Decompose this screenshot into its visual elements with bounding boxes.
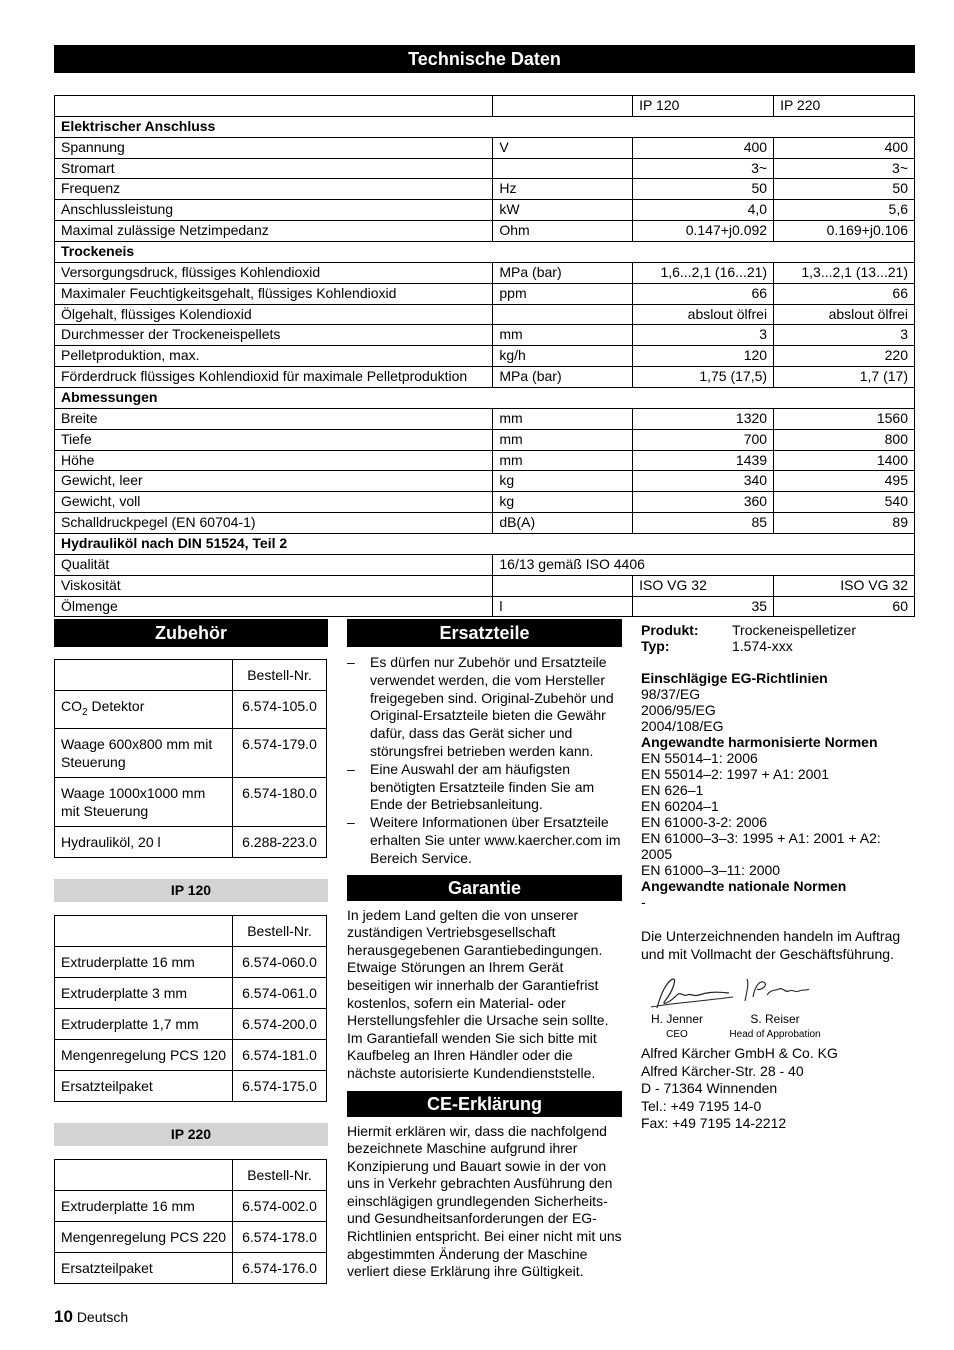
spec-unit: dB(A) [493, 513, 633, 534]
spec-ip120-value: 4,0 [633, 200, 774, 221]
part-name: Waage 1000x1000 mm mit Steuerung [55, 777, 233, 826]
table-row [55, 946, 327, 977]
parts-header-row [55, 1159, 327, 1190]
spec-ip120-value: abslout ölfrei [633, 304, 774, 325]
spec-ip120-value: 66 [633, 283, 774, 304]
spec-group-title: Hydrauliköl nach DIN 51524, Teil 2 [55, 534, 915, 555]
part-number: 6.574-179.0 [233, 728, 327, 777]
spec-label: Ölmenge [55, 596, 493, 617]
spec-ip220-value: 1,7 (17) [774, 367, 915, 388]
spec-label: Breite [55, 408, 493, 429]
ce-heading: CE-Erklärung [347, 1091, 622, 1117]
part-name: Waage 600x800 mm mit Steuerung [55, 728, 233, 777]
address-line: Fax: +49 7195 14-2212 [641, 1115, 787, 1131]
table-row [55, 304, 915, 325]
parts-header-blank [55, 915, 233, 946]
part-name: Mengenregelung PCS 120 [55, 1039, 233, 1070]
spec-label: Gewicht, leer [55, 471, 493, 492]
spec-unit: V [493, 137, 633, 158]
parts-header-row [55, 915, 327, 946]
part-number: 6.574-181.0 [233, 1039, 327, 1070]
signature-image [643, 973, 823, 1013]
spec-unit: kg [493, 492, 633, 513]
address-line: Alfred Kärcher-Str. 28 - 40 [641, 1062, 804, 1079]
signer-2: S. Reiser Head of Approbation [729, 1012, 821, 1040]
eg-directive: 98/37/EG [641, 686, 701, 702]
table-row [55, 1190, 327, 1221]
part-name: $CO_2$ Detektor [55, 691, 233, 729]
harmonized-standard: EN 626–1 [641, 782, 704, 798]
spec-table [54, 95, 915, 617]
part-number: 6.574-178.0 [233, 1221, 327, 1252]
signers-text: Die Unterzeichnenden handeln im Auftrag und mit Vollmacht der Geschäftsführung. [641, 928, 901, 962]
spec-ip120-value: 1,6...2,1 (16...21) [633, 262, 774, 283]
spec-ip220-value: 540 [774, 492, 915, 513]
spec-ip220-value: 66 [774, 283, 915, 304]
table-row [55, 221, 915, 242]
spec-group-title: Abmessungen [55, 388, 915, 409]
spec-header-cell [55, 96, 493, 117]
spec-label: Tiefe [55, 429, 493, 450]
list-item: – Eine Auswahl der am häufigsten benötigten Ersatzteile finden Sie am Ende der Betriebsanleitung. [347, 760, 595, 813]
harm-list [641, 750, 915, 878]
ersatzteile-list [347, 654, 622, 868]
spec-ip220-value: 60 [774, 596, 915, 617]
produkt-label: Produkt: [641, 622, 699, 638]
spec-label: Ölgehalt, flüssiges Kolendioxid [55, 304, 493, 325]
spec-group-row [55, 534, 915, 555]
part-number: 6.574-180.0 [233, 777, 327, 826]
spec-ip120-value: 0.147+j0.092 [633, 221, 774, 242]
spec-group-title: Trockeneis [55, 242, 915, 263]
garantie-text: In jedem Land gelten die von unserer zuständigen Vertriebsgesellschaft herausgegebenen Garantiebedingungen. Etwaige Störungen an Ihrem Gerät beseitigen wir innerhalb der Garantiefrist kostenlos, sofern ein Material- oder Herstellungsfehler die Ursache sein sollte. Im Garantiefall wenden Sie sich bitte mit Kaufbeleg an Ihren Händler oder die nächste autorisierte Kundendienststelle. [347, 906, 609, 1081]
spec-value: 16/13 gemäß ISO 4406 [493, 554, 915, 575]
spec-header-row [55, 96, 915, 117]
spec-ip220-value: 220 [774, 346, 915, 367]
spec-ip120-value: 1,75 (17,5) [633, 367, 774, 388]
ce-text: Hiermit erklären wir, dass die nachfolgend bezeichnete Maschine aufgrund ihrer Konzipierung und Bauart sowie in der von uns in Verkehr gebrachten Ausführung den einschlägigen grundlegenden Sicherheits- und Gesundheitsanforderungen der EG-Richtlinien entspricht. Bei einer nicht mit uns abgestimmten Änderung der Maschine verliert diese Erklärung ihre Gültigkeit. [347, 1122, 622, 1280]
part-number: 6.288-223.0 [233, 826, 327, 857]
parts-header-nr: Bestell-Nr. [233, 660, 327, 691]
spec-ip120-value: 700 [633, 429, 774, 450]
spec-label: Gewicht, voll [55, 492, 493, 513]
spec-ip220-value: 89 [774, 513, 915, 534]
spec-label: Qualität [55, 554, 493, 575]
typ-label: Typ: [641, 638, 670, 654]
spec-ip220-value: 400 [774, 137, 915, 158]
table-row [55, 367, 915, 388]
spec-header-cell: IP 220 [774, 96, 915, 117]
part-number: 6.574-060.0 [233, 946, 327, 977]
spec-label: Anschlussleistung [55, 200, 493, 221]
spec-ip220-value: 3~ [774, 158, 915, 179]
ip220-parts-table [54, 1159, 327, 1284]
spec-ip220-value: ISO VG 32 [774, 575, 915, 596]
part-name: Hydrauliköl, 20 l [55, 826, 233, 857]
part-number: 6.574-002.0 [233, 1190, 327, 1221]
spec-unit: MPa (bar) [493, 367, 633, 388]
page-number: 10 [54, 1307, 73, 1326]
table-row [55, 429, 915, 450]
harmonized-standard: EN 61000–3–11: 2000 [641, 862, 781, 878]
accessories-column [54, 619, 328, 1284]
zubehoer-heading: Zubehör [54, 619, 328, 647]
spec-ip120-value: 1439 [633, 450, 774, 471]
parts-header-blank [55, 660, 233, 691]
part-number: 6.574-061.0 [233, 977, 327, 1008]
ersatzteile-heading: Ersatzteile [347, 619, 622, 647]
table-row [55, 826, 327, 857]
table-row [55, 1070, 327, 1101]
spec-unit: kg/h [493, 346, 633, 367]
spec-ip220-value: 495 [774, 471, 915, 492]
spec-label: Durchmesser der Trockeneispellets [55, 325, 493, 346]
harmonized-standard: EN 55014–2: 1997 + A1: 2001 [641, 766, 829, 782]
part-number: 6.574-175.0 [233, 1070, 327, 1101]
harmonized-standard: EN 61000-3-2: 2006 [641, 814, 768, 830]
footer-language: Deutsch [76, 1309, 129, 1325]
spec-ip120-value: 120 [633, 346, 774, 367]
table-row [55, 450, 915, 471]
spec-unit [493, 304, 633, 325]
table-row [55, 1008, 327, 1039]
spec-unit: Ohm [493, 221, 633, 242]
address-line: Tel.: +49 7195 14-0 [641, 1097, 762, 1114]
table-row [55, 513, 915, 534]
spec-ip120-value: 360 [633, 492, 774, 513]
spec-ip220-value: 5,6 [774, 200, 915, 221]
ip120-heading: IP 120 [54, 879, 328, 902]
spec-header-cell: IP 120 [633, 96, 774, 117]
spec-ip220-value: abslout ölfrei [774, 304, 915, 325]
page-footer [54, 1307, 128, 1327]
signatures [641, 973, 915, 1040]
spec-ip120-value: ISO VG 32 [633, 575, 774, 596]
spec-unit: ppm [493, 283, 633, 304]
spec-unit: mm [493, 429, 633, 450]
table-row [55, 977, 327, 1008]
ip120-parts-table [54, 915, 327, 1102]
part-number: 6.574-105.0 [233, 691, 327, 729]
spec-label: Höhe [55, 450, 493, 471]
nat-title: Angewandte nationale Normen [641, 878, 847, 894]
spec-group-title: Elektrischer Anschluss [55, 116, 915, 137]
part-name: Extruderplatte 1,7 mm [55, 1008, 233, 1039]
part-name: Mengenregelung PCS 220 [55, 1221, 233, 1252]
eg-directive: 2004/108/EG [641, 718, 724, 734]
spec-ip120-value: 400 [633, 137, 774, 158]
table-row [55, 575, 915, 596]
spec-ip220-value: 0.169+j0.106 [774, 221, 915, 242]
spec-ip220-value: 1400 [774, 450, 915, 471]
spec-unit: kg [493, 471, 633, 492]
list-item: – Es dürfen nur Zubehör und Ersatzteile verwendet werden, die vom Hersteller freigegeben sind. Original-Zubehör und Original-Ersatzteile bieten die Gewähr dafür, dass das Gerät sicher und störungsfrei betrieben werden kann. [347, 654, 614, 759]
eg-directive: 2006/95/EG [641, 702, 716, 718]
spec-label: Maximaler Feuchtigkeitsgehalt, flüssiges Kohlendioxid [55, 283, 493, 304]
spec-label: Spannung [55, 137, 493, 158]
spec-group-row [55, 242, 915, 263]
spec-ip120-value: 340 [633, 471, 774, 492]
table-row [55, 728, 327, 777]
parts-header-blank [55, 1159, 233, 1190]
table-row [55, 200, 915, 221]
nat-value: - [641, 894, 646, 910]
signer-1: H. Jenner CEO [650, 1012, 704, 1040]
spec-ip120-value: 3 [633, 325, 774, 346]
part-name: Extruderplatte 3 mm [55, 977, 233, 1008]
spec-ip220-value: 3 [774, 325, 915, 346]
zubehoer-table [54, 659, 327, 858]
part-name: Extruderplatte 16 mm [55, 1190, 233, 1221]
part-name: Ersatzteilpaket [55, 1070, 233, 1101]
spec-ip120-value: 85 [633, 513, 774, 534]
table-row [55, 325, 915, 346]
spec-ip220-value: 1560 [774, 408, 915, 429]
harmonized-standard: EN 60204–1 [641, 798, 719, 814]
table-row [55, 777, 327, 826]
eg-title: Einschlägige EG-Richtlinien [641, 670, 828, 686]
spec-ip120-value: 3~ [633, 158, 774, 179]
table-row [55, 691, 327, 729]
spec-label: Förderdruck flüssiges Kohlendioxid für maximale Pelletproduktion [55, 367, 493, 388]
spec-unit: l [493, 596, 633, 617]
parts-header-nr: Bestell-Nr. [233, 1159, 327, 1190]
table-row [55, 158, 915, 179]
harm-title: Angewandte harmonisierte Normen [641, 734, 878, 750]
spec-group-row [55, 116, 915, 137]
table-row [55, 492, 915, 513]
table-row [55, 346, 915, 367]
spec-ip120-value: 50 [633, 179, 774, 200]
table-row [55, 262, 915, 283]
ip220-heading: IP 220 [54, 1123, 328, 1146]
spec-unit: mm [493, 450, 633, 471]
address-line: Alfred Kärcher GmbH & Co. KG [641, 1045, 838, 1061]
spec-unit: Hz [493, 179, 633, 200]
table-row [55, 179, 915, 200]
table-row [55, 554, 915, 575]
table-row [55, 1039, 327, 1070]
spec-ip220-value: 1,3...2,1 (13...21) [774, 262, 915, 283]
parts-header-nr: Bestell-Nr. [233, 915, 327, 946]
page-title: Technische Daten [54, 45, 915, 73]
spec-unit: kW [493, 200, 633, 221]
spec-label: Frequenz [55, 179, 493, 200]
harmonized-standard: EN 61000–3–3: 1995 + A1: 2001 + A2: 2005 [641, 830, 881, 862]
spec-ip220-value: 800 [774, 429, 915, 450]
spec-label: Stromart [55, 158, 493, 179]
garantie-heading: Garantie [347, 875, 622, 901]
spec-ip120-value: 1320 [633, 408, 774, 429]
parts-header-row [55, 660, 327, 691]
spec-label: Viskosität [55, 575, 493, 596]
spec-unit [493, 158, 633, 179]
spec-label: Versorgungsdruck, flüssiges Kohlendioxid [55, 262, 493, 283]
spec-unit [493, 575, 633, 596]
part-number: 6.574-176.0 [233, 1252, 327, 1283]
spec-unit: mm [493, 408, 633, 429]
spec-group-row [55, 388, 915, 409]
spec-header-cell [493, 96, 633, 117]
part-name: Ersatzteilpaket [55, 1252, 233, 1283]
part-name: Extruderplatte 16 mm [55, 946, 233, 977]
produkt-value: Trockeneispelletizer [732, 622, 856, 638]
table-row [55, 596, 915, 617]
spec-ip120-value: 35 [633, 596, 774, 617]
spec-ip220-value: 50 [774, 179, 915, 200]
middle-column [347, 619, 622, 1281]
typ-value: 1.574-xxx [732, 638, 793, 654]
address-line: D - 71364 Winnenden [641, 1080, 778, 1096]
table-row [55, 1252, 327, 1283]
table-row [55, 1221, 327, 1252]
part-number: 6.574-200.0 [233, 1008, 327, 1039]
table-row [55, 137, 915, 158]
spec-label: Maximal zulässige Netzimpedanz [55, 221, 493, 242]
table-row [55, 408, 915, 429]
spec-unit: mm [493, 325, 633, 346]
spec-label: Pelletproduktion, max. [55, 346, 493, 367]
table-row [55, 283, 915, 304]
harmonized-standard: EN 55014–1: 2006 [641, 750, 758, 766]
eg-list [641, 686, 915, 734]
spec-label: Schalldruckpegel (EN 60704-1) [55, 513, 493, 534]
declaration-column [641, 619, 915, 1133]
spec-unit: MPa (bar) [493, 262, 633, 283]
list-item: – Weitere Informationen über Ersatzteile erhalten Sie unter www.kaercher.com im Bereich Service. [347, 814, 621, 866]
company-address [641, 1045, 915, 1133]
table-row [55, 471, 915, 492]
